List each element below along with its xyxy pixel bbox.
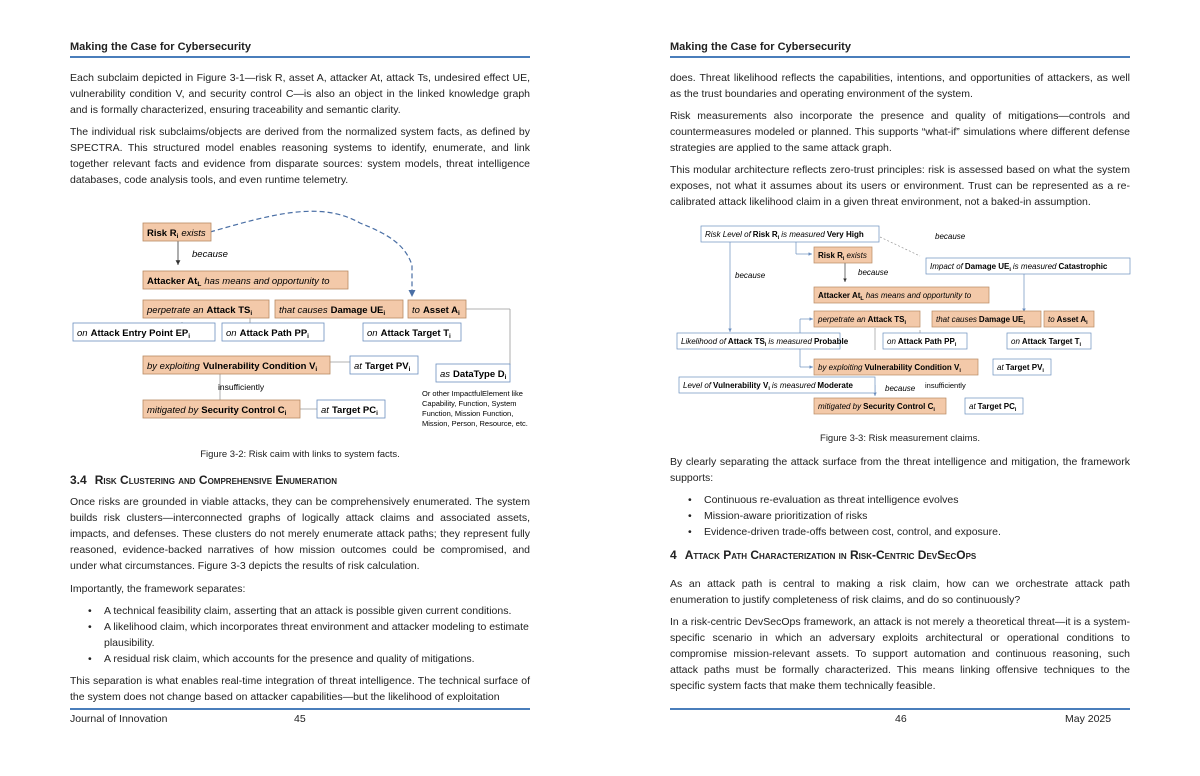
- fig-label: at: [997, 363, 1004, 372]
- fig-label: Level of: [683, 381, 712, 390]
- page-header: Making the Case for Cybersecurity: [70, 41, 251, 53]
- fig-label: because: [192, 249, 228, 260]
- fig-label: Target PC: [331, 405, 377, 416]
- fig-sub: i: [777, 235, 780, 241]
- left-page: [70, 0, 530, 776]
- figure-caption: Figure 3-2: Risk caim with links to system facts.: [200, 449, 400, 460]
- fig-label: Attack Entry Point EP: [90, 328, 189, 339]
- fig-label: Attack Path PP: [897, 337, 955, 346]
- fig-label: Risk Level of: [705, 230, 751, 239]
- bullet-item: • A technical feasibility claim, asserting that an attack is possible given current conditions.: [88, 603, 546, 619]
- fig-label: is measured: [768, 337, 812, 346]
- fig-sub: i: [933, 407, 935, 413]
- fig-label: Attack TS: [867, 315, 905, 324]
- page-number: 46: [895, 713, 907, 725]
- fig-label: on: [77, 328, 88, 339]
- fig-sub: i: [842, 256, 845, 262]
- figure-3-2: [70, 205, 540, 440]
- paragraph: Each subclaim depicted in Figure 3-1—risk R, asset A, attacker At, attack Ts, undesired effect UE, vulnerability condition V, and security control C—is also an object in the linked knowledge graph and is formally characterized, ensuring traceability and semantic clarity.: [70, 72, 530, 116]
- fig-label: mitigated by: [147, 405, 199, 416]
- fig-label: as: [440, 369, 451, 380]
- fig-label: Risk R: [147, 228, 177, 239]
- fig-label: Likelihood of: [681, 337, 726, 346]
- fig-label: is measured: [771, 381, 816, 390]
- fig-sub: i: [1042, 368, 1044, 374]
- fig-label: on: [1011, 337, 1020, 346]
- paragraph: The individual risk subclaims/objects are derived from the normalized system facts, as defined by SPECTRA. This structured model enables reasoning systems to identify, enumerate, and link together relevant facts and evidence from disparate sources: system models, threat intelligence databases, code analysis tools, and even runtime telemetry.: [70, 126, 530, 186]
- fig-label: because: [735, 271, 766, 280]
- section-title: Attack Path Characterization in Risk-Centric DevSecOps: [684, 548, 977, 562]
- bullet-item: • A residual risk claim, which accounts for the presence and quality of mitigations.: [88, 651, 546, 667]
- figure-caption: Figure 3-3: Risk measurement claims.: [820, 433, 980, 444]
- fig-label: Security Control C: [201, 405, 285, 416]
- paragraph: This separation is what enables real-time integration of threat intelligence. The technical surface of the system does not change based on attacker capabilities—but the likelihood of exploitation: [70, 675, 530, 703]
- fig-sub: i: [250, 310, 253, 317]
- svg-text:onAttack Entry Point EPi: [77, 328, 190, 340]
- fig-sub: L: [860, 296, 864, 302]
- fig-label: Risk R: [818, 251, 843, 260]
- paragraph: This modular architecture reflects zero-trust principles: risk is assessed based on what the system exposes, not what it assumes about its users or environment. Trust can be represented as a re-calibrated attack likelihood claim in a given threat environment, not a baked-in assumption.: [670, 164, 1130, 208]
- svg-text:by exploitingVulnerability Con: [147, 361, 317, 373]
- fig-label: insufficiently: [925, 381, 966, 390]
- section-number: 3.4: [70, 473, 87, 487]
- fig-sub: i: [954, 342, 957, 348]
- fig-label: Attack TS: [727, 337, 765, 346]
- fig-sub: i: [376, 410, 378, 417]
- fig-label: by exploiting: [147, 361, 200, 372]
- fig-sub: i: [768, 386, 770, 392]
- svg-text:asDataType Di: [440, 369, 507, 381]
- bullet-item: • Evidence-driven trade-offs between cost, control, and exposure.: [688, 524, 1146, 540]
- fig-sub: i: [959, 368, 961, 374]
- fig-label: Damage UE: [964, 262, 1010, 271]
- fig-label: Target PC: [977, 402, 1015, 411]
- fig-label: Moderate: [817, 381, 853, 390]
- issue-date: May 2025: [1065, 713, 1112, 725]
- fig-sub: i: [307, 333, 309, 340]
- paragraph: Once risks are grounded in viable attacks, they can be comprehensively enumerated. The system builds risk clusters—interconnected graphs of logically attack claims and associated assets, impacts, and defenses. These clusters do not merely enumerate attack paths; they represent fully reasoned, evidence-backed narratives of how mission outcomes could be compromised, and under what circumstances. Figure 3-3 depicts the results of risk calculation.: [70, 496, 530, 572]
- fig-label: Damage UE: [330, 305, 384, 316]
- fig-label: DataType D: [453, 369, 505, 380]
- fig-label: Risk R: [752, 230, 778, 239]
- fig-label: on: [367, 328, 378, 339]
- fig-label: Attacker At: [147, 276, 198, 287]
- fig-note: Function, Mission Function,: [422, 409, 514, 418]
- footer-rule: [670, 708, 1130, 710]
- bullet-item: • A likelihood claim, which incorporates threat environment and attacker modeling to estimate plausibility.: [88, 619, 546, 651]
- header-rule: [70, 56, 530, 58]
- fig-label: by exploiting: [818, 363, 863, 372]
- section-heading: [670, 548, 1130, 562]
- fig-label: because: [885, 384, 916, 393]
- fig-label: exists: [846, 251, 867, 260]
- fig-label: Target PV: [1005, 363, 1043, 372]
- page-number: 45: [294, 713, 306, 725]
- svg-text:onAttack Target Ti: [367, 328, 451, 340]
- paragraph: Risk measurements also incorporate the presence and quality of mitigations—controls and countermeasures modeled or planned. This supports “what-if” simulations where different defense strategies are applied to the same attack graph.: [670, 110, 1130, 154]
- fig-sub: i: [315, 366, 318, 373]
- svg-text:that causesDamage UEi: [279, 305, 385, 317]
- fig-sub: i: [457, 310, 460, 317]
- fig-label: because: [935, 232, 966, 241]
- fig-label: Catastrophic: [1058, 262, 1108, 271]
- section-number: 4: [670, 548, 677, 562]
- fig-label: perpetrate an: [147, 305, 204, 316]
- fig-label: Probable: [813, 337, 849, 346]
- fig-note: Or other ImpactfulElement like: [422, 389, 523, 398]
- fig-label: that causes: [279, 305, 328, 316]
- figure-3-3: [670, 220, 1135, 420]
- bullet-item: • Continuous re-evaluation as threat intelligence evolves: [688, 492, 1146, 508]
- fig-sub: i: [284, 410, 287, 417]
- section-title: Risk Clustering and Comprehensive Enumeration: [94, 473, 337, 487]
- svg-text:toAsset Ai: [412, 305, 460, 317]
- footer-rule: [70, 708, 530, 710]
- fig-note: Capability, Function, System: [422, 399, 517, 408]
- fig-label: mitigated by: [818, 402, 862, 411]
- fig-label: Attacker At: [818, 291, 861, 300]
- fig-label: at: [969, 402, 976, 411]
- svg-text:Risk Riexists: [147, 228, 206, 240]
- fig-label: Attack TS: [206, 305, 251, 316]
- paragraph: As an attack path is central to making a risk claim, how can we orchestrate attack path enumeration to justify completeness of risk claims, and do so continuously?: [670, 578, 1130, 606]
- right-page: [670, 0, 1130, 776]
- fig-label: Asset A: [1056, 315, 1087, 324]
- paragraph: In a risk-centric DevSecOps framework, an attack is not merely a theoretical threat—it is a system-specific scenario in which an adversary exploits architectural or operational conditions to compromise mission-relevant assets. To support automation and continuous reasoning, such attack paths must be formally characterized. This means linking offensive techniques to the specific system facts that make them technically feasible.: [670, 616, 1130, 692]
- svg-text:perpetrate anAttack TSi: [146, 305, 252, 317]
- fig-label: exists: [181, 228, 206, 239]
- paragraph: does. Threat likelihood reflects the capabilities, intentions, and opportunities of attackers, as well as the trust boundaries and operating environment of the system.: [670, 72, 1130, 100]
- fig-label: to: [1048, 315, 1055, 324]
- fig-label: Vulnerability V: [713, 381, 769, 390]
- fig-label: Vulnerability Condition V: [202, 361, 316, 372]
- fig-sub: i: [1023, 320, 1025, 326]
- bullet-item: • Mission-aware prioritization of risks: [688, 508, 1146, 524]
- fig-label: has means and opportunity to: [204, 276, 330, 287]
- journal-name: Journal of Innovation: [70, 713, 168, 725]
- fig-label: Asset A: [422, 305, 458, 316]
- fig-label: to: [412, 305, 420, 316]
- fig-label: Very High: [826, 230, 864, 239]
- fig-label: because: [858, 268, 889, 277]
- fig-sub: L: [197, 281, 202, 288]
- section-heading: [70, 473, 530, 487]
- fig-sub: i: [1009, 267, 1011, 273]
- fig-label: Attack Target T: [1021, 337, 1080, 346]
- paragraph: By clearly separating the attack surface from the threat intelligence and mitigation, the framework supports:: [670, 456, 1130, 484]
- fig-label: perpetrate an: [818, 315, 866, 324]
- fig-label: is measured: [781, 230, 825, 239]
- fig-label: Attack Path PP: [239, 328, 308, 339]
- fig-sub: i: [904, 320, 907, 326]
- fig-sub: i: [1014, 407, 1017, 413]
- fig-label: Damage UE: [978, 315, 1024, 324]
- fig-sub: i: [408, 366, 411, 373]
- fig-label: Target PV: [364, 361, 409, 372]
- fig-sub: i: [383, 310, 386, 317]
- fig-label: that causes: [936, 315, 977, 324]
- page-header: Making the Case for Cybersecurity: [670, 41, 851, 53]
- fig-label: is measured: [1012, 262, 1057, 271]
- paragraph: Importantly, the framework separates:: [70, 583, 246, 595]
- svg-text:Attacker AtLhas means and oppo: [147, 276, 330, 288]
- fig-note: Mission, Person, Resource, etc.: [422, 419, 528, 428]
- fig-sub: i: [1079, 342, 1082, 348]
- fig-label: Security Control C: [863, 402, 934, 411]
- header-rule: [670, 56, 1130, 58]
- fig-label: on: [226, 328, 237, 339]
- fig-sub: i: [188, 333, 191, 340]
- fig-sub: i: [449, 333, 451, 340]
- fig-sub: i: [764, 342, 767, 348]
- fig-label: insufficiently: [218, 382, 265, 392]
- fig-label: has means and opportunity to: [865, 291, 972, 300]
- fig-label: at: [321, 405, 329, 416]
- fig-label: on: [887, 337, 896, 346]
- fig-label: Impact of: [930, 262, 963, 271]
- fig-label: Attack Target T: [380, 328, 450, 339]
- fig-sub: i: [504, 374, 507, 381]
- fig-label: Vulnerability Condition V: [864, 363, 960, 372]
- svg-text:mitigated bySecurity Control C: [147, 405, 287, 417]
- fig-sub: i: [1086, 320, 1088, 326]
- fig-sub: i: [176, 233, 179, 240]
- fig-label: at: [354, 361, 362, 372]
